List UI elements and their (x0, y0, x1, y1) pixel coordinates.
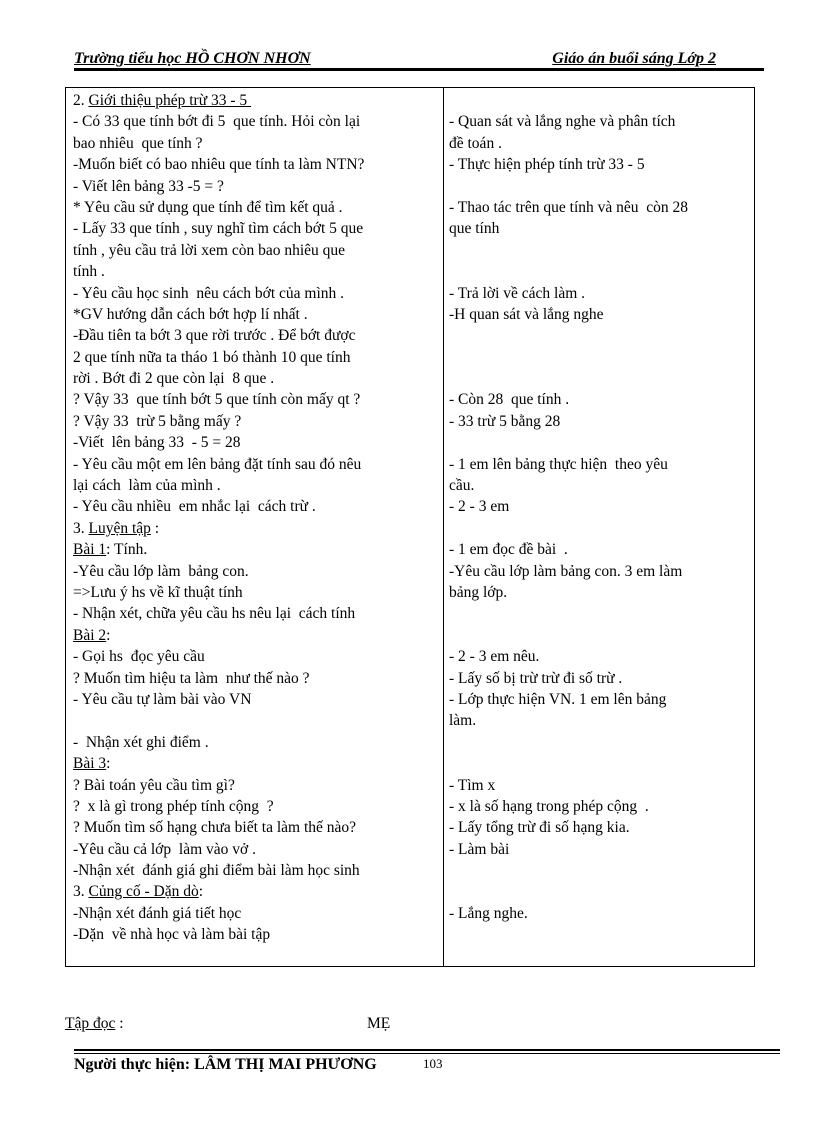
student-activity-line: - Làm bài (449, 840, 510, 858)
teacher-activity-line: - Nhận xét, chữa yêu cầu hs nêu lại cách tính (73, 605, 356, 623)
student-activity-line (449, 881, 754, 902)
teacher-activities-column (73, 90, 439, 946)
teacher-activity-line: - Nhận xét ghi điểm . (73, 733, 209, 751)
student-activity-line: - Lớp thực hiện VN. 1 em lên bảng (449, 690, 667, 708)
teacher-activity-line: - Gọi hs đọc yêu cầu (73, 648, 205, 666)
student-activity-line: - Thao tác trên que tính và nêu còn 28 (449, 198, 689, 216)
student-activity-line (449, 753, 754, 774)
author-line: Người thực hiện: LÂM THỊ MAI PHƯƠNG (74, 1056, 377, 1073)
teacher-activity-line: -Muốn biết có bao nhiêu que tính ta làm NTN? (73, 156, 365, 174)
teacher-activity-line: 2 que tính nữa ta tháo 1 bó thành 10 que tính (73, 348, 351, 366)
teacher-activity-line: - Có 33 que tính bớt đi 5 que tính. Hỏi còn lại (73, 113, 361, 131)
student-activity-line (449, 90, 754, 111)
column-divider (443, 88, 444, 966)
school-name: Trường tiểu học HỒ CHƠN NHƠN (74, 50, 311, 67)
teacher-activity-line: -Nhận xét đánh giá ghi điểm bài làm học sinh (73, 862, 360, 880)
student-activity-line: -Yêu cầu lớp làm bảng con. 3 em làm (449, 562, 683, 580)
student-activity-line: - 2 - 3 em nêu. (449, 648, 540, 666)
student-activity-line: - Lấy số bị trừ trừ đi số trừ . (449, 669, 623, 687)
student-activity-line (449, 261, 754, 282)
footer-rule-thick (74, 1049, 780, 1051)
teacher-activity-line: - Yêu cầu học sinh nêu cách bớt của mình . (73, 284, 345, 302)
lesson-table (65, 87, 755, 967)
teacher-activity-line: =>Lưu ý hs về kĩ thuật tính (73, 583, 243, 601)
teacher-activity-line: bao nhiêu que tính ? (73, 134, 203, 152)
teacher-activity-line: ? x là gì trong phép tính cộng ? (73, 797, 274, 815)
student-activity-line (449, 603, 754, 624)
lesson-plan-title: Giáo án buổi sáng Lớp 2 (552, 50, 716, 67)
teacher-activity-line: Bài 1: Tính. (73, 541, 148, 559)
teacher-activity-line: ? Muốn tìm hiệu ta làm như thế nào ? (73, 669, 310, 687)
next-lesson-label: Tập đọc : (65, 1015, 124, 1032)
student-activity-line: -H quan sát và lắng nghe (449, 305, 604, 323)
teacher-activity-line: -Nhận xét đánh giá tiết học (73, 904, 242, 922)
teacher-activity-line: 3. Củng cố - Dặn dò: (73, 883, 204, 901)
student-activity-line (449, 176, 754, 197)
teacher-activity-line: lại cách làm của mình . (73, 477, 221, 495)
student-activity-line: que tính (449, 220, 500, 238)
teacher-activity-line: - Lấy 33 que tính , suy nghĩ tìm cách bớt 5 que (73, 220, 364, 238)
student-activity-line (449, 368, 754, 389)
student-activity-line: - Tìm x (449, 776, 496, 794)
teacher-activity-line: ? Bài toán yêu cầu tìm gì? (73, 776, 235, 794)
student-activity-line: - Còn 28 que tính . (449, 391, 570, 409)
student-activity-line (449, 732, 754, 753)
student-activity-line (449, 240, 754, 261)
student-activity-line: - 1 em lên bảng thực hiện theo yêu (449, 455, 668, 473)
student-activity-line: - Trả lời về cách làm . (449, 284, 586, 302)
student-activity-line: - Lắng nghe. (449, 904, 528, 922)
teacher-activity-line: tính . (73, 263, 105, 281)
teacher-activity-line: - Viết lên bảng 33 -5 = ? (73, 177, 224, 195)
student-activity-line: đề toán . (449, 134, 502, 152)
teacher-activity-line: -Đầu tiên ta bớt 3 que rời trước . Để bớt được (73, 327, 356, 345)
student-activity-line: - Lấy tổng trừ đi số hạng kia. (449, 819, 630, 837)
teacher-activity-line: -Dặn về nhà học và làm bài tập (73, 926, 271, 944)
student-activity-line: bảng lớp. (449, 583, 508, 601)
teacher-activity-line (73, 710, 439, 731)
student-activity-line (449, 325, 754, 346)
student-activity-line: - 33 trừ 5 bằng 28 (449, 412, 561, 430)
teacher-activity-line: * Yêu cầu sử dụng que tính để tìm kết quả . (73, 198, 343, 216)
teacher-activity-line: -Yêu cầu lớp làm bảng con. (73, 562, 249, 580)
page-number: 103 (423, 1056, 443, 1071)
teacher-activity-line: *GV hướng dẫn cách bớt hợp lí nhất . (73, 305, 308, 323)
student-activity-line: - 2 - 3 em (449, 498, 510, 516)
teacher-activity-line: ? Muốn tìm số hạng chưa biết ta làm thế nào? (73, 819, 357, 837)
student-activity-line: - Quan sát và lắng nghe và phân tích (449, 113, 676, 131)
next-lesson-title: MẸ (367, 1015, 391, 1032)
teacher-activity-line: tính , yêu cầu trả lời xem còn bao nhiêu que (73, 241, 346, 259)
teacher-activity-line: - Yêu cầu tự làm bài vào VN (73, 690, 252, 708)
teacher-activity-line: 2. Giới thiệu phép trừ 33 - 5 (73, 92, 252, 109)
student-activity-line (449, 347, 754, 368)
student-activity-line (449, 860, 754, 881)
teacher-activity-line: - Yêu cầu một em lên bảng đặt tính sau đó nêu (73, 455, 362, 473)
student-activity-line (449, 924, 754, 945)
teacher-activity-line: Bài 3: (73, 755, 111, 773)
student-activity-line: làm. (449, 712, 477, 730)
student-activity-line: - Thực hiện phép tính trừ 33 - 5 (449, 156, 645, 174)
footer-rule-thin (74, 1053, 780, 1054)
teacher-activity-line: 3. Luyện tập : (73, 519, 160, 537)
teacher-activity-line: rời . Bớt đi 2 que còn lại 8 que . (73, 370, 275, 388)
teacher-activity-line: -Viết lên bảng 33 - 5 = 28 (73, 434, 241, 452)
teacher-activity-line: ? Vậy 33 trừ 5 bằng mấy ? (73, 412, 242, 430)
student-activity-line (449, 518, 754, 539)
student-activities-column (449, 90, 754, 946)
student-activity-line (449, 625, 754, 646)
student-activity-line (449, 432, 754, 453)
teacher-activity-line: ? Vậy 33 que tính bớt 5 que tính còn mấy qt ? (73, 391, 361, 409)
teacher-activity-line: -Yêu cầu cả lớp làm vào vở . (73, 840, 256, 858)
header-rule (74, 68, 764, 71)
student-activity-line: - x là số hạng trong phép cộng . (449, 797, 649, 815)
teacher-activity-line: Bài 2: (73, 626, 111, 644)
teacher-activity-line: - Yêu cầu nhiều em nhắc lại cách trừ . (73, 498, 316, 516)
student-activity-line: cầu. (449, 477, 475, 495)
student-activity-line: - 1 em đọc đề bài . (449, 541, 568, 559)
